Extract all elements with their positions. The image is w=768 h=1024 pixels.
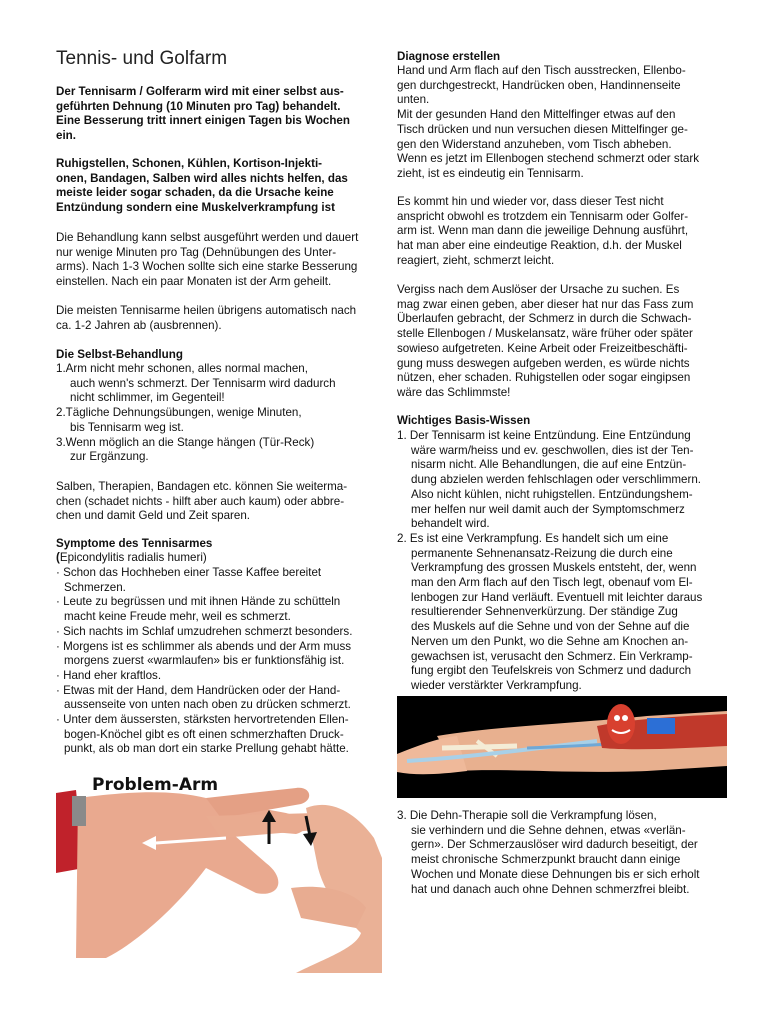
text-line: ein. <box>56 129 76 143</box>
list-item <box>397 429 702 532</box>
text-line: gen den Widerstand anzuheben, vom Tisch abheben. <box>397 137 672 151</box>
diagnosis-heading: Diagnose erstellen <box>397 50 501 63</box>
list-item-line: · Sich nachts im Schlaf umzudrehen schmerzt besonders. <box>56 624 353 638</box>
list-item-line: sie verhindern und die Sehne dehnen, etwas «verlän- <box>411 823 686 837</box>
list-item-line: dung abzielen werden fehlschlagen oder verschlimmern. <box>411 473 702 487</box>
list-item-line: · Unter dem äussersten, stärksten hervortretenden Ellen- <box>56 713 349 727</box>
text-line: Der Tennisarm / Golferarm wird mit einer selbst aus- <box>56 85 344 98</box>
symptoms-subtitle <box>56 551 207 566</box>
list-item-line: · Leute zu begrüssen und mit ihnen Hände zu schütteln <box>56 595 341 609</box>
list-item <box>56 436 336 465</box>
text-line: unten. <box>397 93 430 107</box>
list-item <box>56 362 336 406</box>
paragraph-therapies <box>56 480 347 524</box>
paragraph-treatment <box>56 231 358 290</box>
list-item-line: gern». Der Schmerzauslöser wird dadurch beseitigt, der <box>411 838 698 852</box>
list-item-line: Also nicht kühlen, nicht ruhigstellen. Entzündungshem- <box>411 487 693 501</box>
list-item-line: macht keine Freude mehr, weil es schmerzt. <box>64 610 291 624</box>
text-line: nützen, eher schaden. Ruhigstellen oder sogar eingipsen <box>397 371 691 385</box>
list-item-line: lenbogen zur Hand verläuft. Eventuell mit leichter daraus <box>411 590 703 604</box>
text-line: arms). Nach 1-3 Wochen sollte sich eine starke Besserung <box>56 260 358 274</box>
diagnosis-paragraph-3 <box>397 283 693 401</box>
text-line: Es kommt hin und wieder vor, dass dieser Test nicht <box>397 195 664 208</box>
list-item-line: des Muskels auf die Sehne und von der Sehne auf die <box>411 620 690 634</box>
list-item-line: bogen-Knöchel gibt es oft einen schmerzhaften Druck- <box>64 727 344 741</box>
text-line: ca. 1-2 Jahren ab (ausbrennen). <box>56 318 222 332</box>
text-line: Tisch drücken und nun versuchen diesen Mittelfinger ge- <box>397 122 688 136</box>
text-line: sowieso aufgetreten. Keine Arbeit oder Freizeitbeschäfti- <box>397 341 688 355</box>
text-line: anspricht obwohl es trotzdem ein Tennisarm oder Golfer- <box>397 209 689 223</box>
problem-arm-label: Problem-Arm <box>92 775 219 795</box>
list-item-line: hat und danach auch ohne Dehnen schmerzfrei bleibt. <box>411 882 690 896</box>
text-line: hat man aber eine eindeutige Reaktion, d.h. der Muskel <box>397 239 682 253</box>
list-item-line: auch wenn's schmerzt. Der Tennisarm wird dadurch <box>70 376 336 390</box>
diagnosis-paragraph-2 <box>397 195 688 269</box>
list-item <box>56 595 352 624</box>
list-item-line: gewachsen ist, verusacht den Schmerz. Ein Verkramp- <box>411 649 693 663</box>
text-line: gung muss deswegen aufgeben werden, es würde nichts <box>397 356 690 370</box>
text-line: Entzündung sondern eine Muskelverkrampfung ist <box>56 201 335 215</box>
list-item-line: punkt, als ob man dort ein starke Prellung gehabt hätte. <box>64 742 349 756</box>
list-item-line: nisarm nicht. Alle Behandlungen, die auf eine Entzün- <box>411 458 687 472</box>
list-item-line: wieder verstärkter Verkrampfung. <box>411 678 582 692</box>
list-item-line: fung ergibt den Teufelskreis von Schmerz und dadurch <box>411 664 692 678</box>
self-treatment-list <box>56 362 336 465</box>
intro-bold-2 <box>56 157 348 216</box>
diagnosis-paragraph-1 <box>397 64 699 182</box>
text-line: Salben, Therapien, Bandagen etc. können Sie weiterma- <box>56 480 348 493</box>
basis-list <box>397 429 702 694</box>
text-line: geführten Dehnung (10 Minuten pro Tag) behandelt. <box>56 99 341 113</box>
list-item <box>397 809 700 897</box>
symptoms-sub-paren: ( <box>56 551 60 564</box>
text-line: Hand und Arm flach auf den Tisch ausstrecken, Ellenbo- <box>397 64 686 77</box>
text-line: einstellen. Nach ein paar Monaten ist der Arm geheilt. <box>56 275 332 289</box>
basis-heading: Wichtiges Basis-Wissen <box>397 414 531 427</box>
text-line: Überlaufen gebracht, der Schmerz in durch die Schwach- <box>397 312 692 326</box>
text-line: zieht, ist es eindeutig ein Tennisarm. <box>397 166 584 180</box>
problem-arm-photo <box>56 768 382 973</box>
list-item-line: permanente Sehnenansatz-Reizung die durch eine <box>411 546 673 560</box>
list-item <box>56 566 352 595</box>
text-line: Die meisten Tennisarme heilen übrigens automatisch nach <box>56 304 357 317</box>
text-line: mag zwar einen geben, aber dieser hat nur das Fass zum <box>397 297 694 311</box>
text-line: nur wenige Minuten pro Tag (Dehnübungen des Unter- <box>56 245 337 259</box>
list-item <box>56 713 352 757</box>
symptoms-sub-text: Epicondylitis radialis humeri) <box>59 551 207 564</box>
list-item-line: Wochen und Monate diese Dehnungen bis er sich erholt <box>411 867 700 881</box>
text-line: Wenn es jetzt im Ellenbogen stechend schmerzt oder stark <box>397 152 700 166</box>
text-line: arm ist. Wenn man dann die jeweilige Dehnung ausführt, <box>397 224 689 238</box>
list-item-line: · Etwas mit der Hand, dem Handrücken oder der Hand- <box>56 683 341 697</box>
list-item-line: bis Tennisarm weg ist. <box>70 420 184 434</box>
list-item-line: 1. Der Tennisarm ist keine Entzündung. Eine Entzündung <box>397 429 691 442</box>
list-item-line: behandelt wird. <box>411 517 490 531</box>
intro-bold-1 <box>56 85 350 144</box>
text-line: Mit der gesunden Hand den Mittelfinger etwas auf den <box>397 108 676 122</box>
symptoms-list <box>56 566 352 757</box>
list-item-line: mer helfen nur weil damit auch der Symptomschmerz <box>411 502 685 516</box>
list-item-line: 2.Tägliche Dehnungsübungen, wenige Minuten, <box>56 406 302 420</box>
basis-item-3 <box>397 809 700 897</box>
list-item-line: zur Ergänzung. <box>70 450 149 464</box>
list-item-line: Schmerzen. <box>64 580 126 594</box>
list-item-line: 2. Es ist eine Verkrampfung. Es handelt sich um eine <box>397 531 669 545</box>
text-line: onen, Bandagen, Salben wird alles nichts helfen, das <box>56 171 348 185</box>
list-item <box>56 625 352 640</box>
list-item-line: wäre warm/heiss und ev. geschwollen, dies ist der Ten- <box>411 443 694 457</box>
text-line: Eine Besserung tritt innert einigen Tagen bis Wochen <box>56 114 350 128</box>
symptoms-heading: Symptome des Tennisarmes <box>56 537 213 550</box>
list-item <box>56 684 352 713</box>
list-item-line: resultierender Sehnenverkürzung. Der ständige Zug <box>411 605 678 619</box>
list-item <box>397 532 702 694</box>
list-item-line: Nerven um den Punkt, wo die Sehne am Knochen an- <box>411 634 689 648</box>
text-line: meiste leider sogar schaden, da die Ursache keine <box>56 186 334 200</box>
list-item-line: man den Arm flach auf den Tisch legt, obenauf vom El- <box>411 576 693 590</box>
list-item-line: aussenseite von unten nach oben zu drücken schmerzt. <box>64 698 351 712</box>
list-item-line: · Morgens ist es schlimmer als abends und der Arm muss <box>56 639 352 653</box>
text-line: Die Behandlung kann selbst ausgeführt werden und dauert <box>56 231 359 244</box>
list-item-line: morgens zuerst «warmlaufen» bis er funktionsfähig ist. <box>64 654 345 668</box>
list-item-line: Verkrampfung des grossen Muskels entsteht, der, wenn <box>411 561 697 575</box>
text-line: Ruhigstellen, Schonen, Kühlen, Kortison-Injekti- <box>56 157 323 170</box>
anatomy-svg <box>397 696 727 798</box>
text-line: wäre das Schlimmste! <box>397 385 511 399</box>
text-line: gen durchgestreckt, Handrücken oben, Handinnenseite <box>397 78 681 92</box>
list-item-line: · Hand eher kraftlos. <box>56 668 162 682</box>
list-item-line: · Schon das Hochheben einer Tasse Kaffee bereitet <box>56 566 322 579</box>
list-item-line: 1.Arm nicht mehr schonen, alles normal machen, <box>56 362 308 375</box>
list-item <box>56 640 352 669</box>
list-item <box>56 406 336 435</box>
page-title: Tennis- und Golfarm <box>56 48 228 69</box>
list-item-line: 3. Die Dehn-Therapie soll die Verkrampfung lösen, <box>397 809 657 822</box>
text-line: reagiert, zieht, schmerzt leicht. <box>397 253 555 267</box>
paragraph-self-healing <box>56 304 356 333</box>
forearm-anatomy-illustration <box>397 696 727 798</box>
list-item-line: 3.Wenn möglich an die Stange hängen (Tür-Reck) <box>56 435 315 449</box>
text-line: chen und damit Geld und Zeit sparen. <box>56 509 250 523</box>
self-treatment-heading: Die Selbst-Behandlung <box>56 348 183 361</box>
hand-illustration <box>56 768 382 973</box>
text-line: stelle Ellenbogen / Muskelansatz, wäre früher oder später <box>397 327 693 341</box>
list-item-line: meist chronische Schmerzpunkt braucht dann einige <box>411 853 681 867</box>
list-item-line: nicht schlimmer, im Gegenteil! <box>70 391 225 405</box>
text-line: Vergiss nach dem Auslöser der Ursache zu suchen. Es <box>397 283 680 296</box>
list-item <box>56 669 352 684</box>
text-line: chen (schadet nichts - hilft aber auch kaum) oder abbre- <box>56 494 345 508</box>
